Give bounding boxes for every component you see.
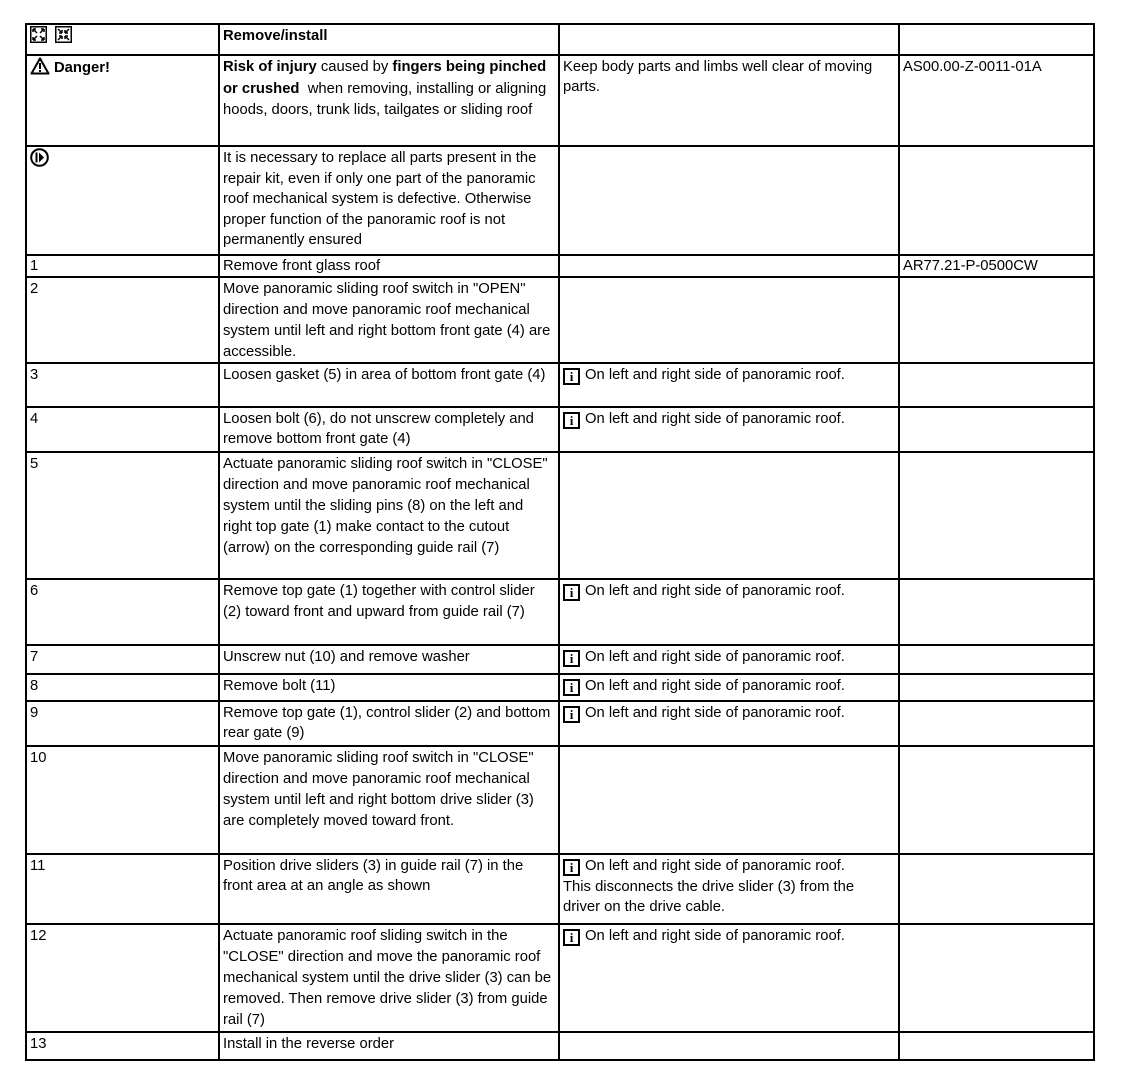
danger-label-cell (27, 56, 220, 145)
step-text: Remove bolt (11) (220, 675, 560, 700)
step-ref (900, 364, 1093, 406)
step-note (560, 453, 900, 578)
step-row (27, 453, 1093, 580)
step-text: Remove front glass roof (220, 256, 560, 276)
step-note-text: On left and right side of panoramic roof. (585, 583, 845, 599)
danger-bold-1: Risk of injury (223, 59, 317, 75)
danger-text-2: when removing, installing or aligning hoods, doors, trunk lids, tailgates or sliding roof (223, 80, 551, 118)
step-row (27, 278, 1093, 364)
danger-ref: AS00.00-Z-0011-01A (903, 59, 1042, 75)
step-row (27, 925, 1093, 1033)
step-ref (900, 278, 1093, 362)
remove-install-icon (55, 26, 72, 43)
step-ref (900, 408, 1093, 451)
info-icon: i (563, 412, 580, 429)
note-icon-cell (27, 147, 220, 254)
step-ref: AR77.21-P-0500CW (903, 258, 1038, 274)
step-text: Loosen gasket (5) in area of bottom front gate (4) (220, 364, 560, 406)
info-icon: i (563, 859, 580, 876)
step-text: Actuate panoramic roof sliding switch in the "CLOSE" direction and move the panoramic roof mechanical system until the drive slider (3) can be removed. Then remove drive slider (3) from guide rail (7) (220, 925, 560, 1031)
step-text: Loosen bolt (6), do not unscrew completely and remove bottom front gate (4) (220, 408, 560, 451)
step-row (27, 408, 1093, 453)
step-text: Move panoramic sliding roof switch in "CLOSE" direction and move panoramic roof mechanical system until left and right bottom drive slider (3) are completely moved toward front. (220, 747, 560, 853)
step-text: Install in the reverse order (220, 1033, 560, 1059)
step-text: Remove top gate (1) together with control slider (2) toward front and upward from guide rail (7) (220, 580, 560, 644)
step-ref (900, 675, 1093, 700)
step-ref (900, 702, 1093, 745)
header-row (27, 25, 1093, 56)
step-text: Position drive sliders (3) in guide rail (7) in the front area at an angle as shown (220, 855, 560, 923)
step-text: Actuate panoramic sliding roof switch in "CLOSE" direction and move panoramic roof mechanical system until the sliding pins (8) on the left and right top gate (1) make contact to the cutout (arrow) on the corresponding guide rail (7) (220, 453, 560, 578)
header-empty-cell (900, 25, 1093, 54)
step-note (560, 855, 900, 923)
step-number: 3 (27, 364, 220, 406)
step-number: 6 (27, 580, 220, 644)
step-row (27, 364, 1093, 408)
step-note-text: On left and right side of panoramic roof. (585, 858, 845, 874)
step-note-text: On left and right side of panoramic roof. (585, 928, 845, 944)
step-number: 5 (27, 453, 220, 578)
step-ref (900, 747, 1093, 853)
info-icon: i (563, 679, 580, 696)
step-note-text: On left and right side of panoramic roof. (585, 367, 845, 383)
step-row (27, 580, 1093, 646)
info-icon: i (563, 368, 580, 385)
note-empty-cell (560, 147, 900, 254)
step-row (27, 747, 1093, 855)
danger-label: Danger! (54, 60, 110, 76)
step-text: Remove top gate (1), control slider (2) and bottom rear gate (9) (220, 702, 560, 745)
step-number: 2 (27, 278, 220, 362)
step-number: 12 (27, 925, 220, 1031)
step-number: 8 (27, 675, 220, 700)
step-note (560, 580, 900, 644)
step-note (560, 408, 900, 451)
note-text: It is necessary to replace all parts present in the repair kit, even if only one part of the panoramic roof mechanical system is defective. Otherwise proper function of the panoramic roof is not permanently ensured (220, 147, 560, 254)
info-icon: i (563, 650, 580, 667)
procedure-table (25, 23, 1095, 1061)
step-note (560, 646, 900, 673)
step-note (560, 747, 900, 853)
header-empty-cell (560, 25, 900, 54)
step-note-text: On left and right side of panoramic roof. (585, 649, 845, 665)
step-note (560, 675, 900, 700)
step-number: 1 (27, 256, 220, 276)
step-note-text: On left and right side of panoramic roof. (585, 411, 845, 427)
step-note (560, 702, 900, 745)
info-icon: i (563, 706, 580, 723)
step-row (27, 646, 1093, 675)
step-ref (900, 855, 1093, 923)
step-ref (900, 580, 1093, 644)
step-note (560, 1033, 900, 1059)
step-text: Unscrew nut (10) and remove washer (220, 646, 560, 673)
step-note (560, 278, 900, 362)
header-icons-cell (27, 25, 220, 54)
danger-measure: Keep body parts and limbs well clear of moving parts. (560, 56, 900, 145)
warning-triangle-icon (30, 57, 50, 75)
note-icon (30, 148, 49, 167)
info-icon: i (563, 584, 580, 601)
danger-text (220, 56, 560, 145)
step-number: 13 (27, 1033, 220, 1059)
step-row (27, 256, 1093, 278)
danger-bold-2: fingers being pinched or crushed (223, 59, 547, 97)
step-note (560, 925, 900, 1031)
step-row (27, 702, 1093, 747)
note-row (27, 147, 1093, 256)
header-title: Remove/install (220, 25, 560, 54)
step-row (27, 1033, 1093, 1059)
step-note-text: On left and right side of panoramic roof. (585, 705, 845, 721)
step-note-text: On left and right side of panoramic roof. (585, 678, 845, 694)
step-text: Move panoramic sliding roof switch in "OPEN" direction and move panoramic roof mechanical system until left and right bottom front gate (4) are accessible. (220, 278, 560, 362)
note-empty-cell (900, 147, 1093, 254)
step-note-extra: This disconnects the drive slider (3) from the driver on the drive cable. (563, 878, 855, 915)
step-note (560, 364, 900, 406)
step-number: 4 (27, 408, 220, 451)
step-ref (900, 646, 1093, 673)
step-row (27, 675, 1093, 702)
step-ref (900, 925, 1093, 1031)
step-number: 7 (27, 646, 220, 673)
remove-install-icon (30, 26, 47, 43)
step-ref (900, 453, 1093, 578)
danger-row (27, 56, 1093, 147)
step-row (27, 855, 1093, 925)
step-ref (900, 1033, 1093, 1059)
step-number: 9 (27, 702, 220, 745)
info-icon: i (563, 929, 580, 946)
step-number: 10 (27, 747, 220, 853)
step-note (560, 256, 900, 276)
step-number: 11 (27, 855, 220, 923)
danger-text-1: caused by (316, 59, 393, 75)
